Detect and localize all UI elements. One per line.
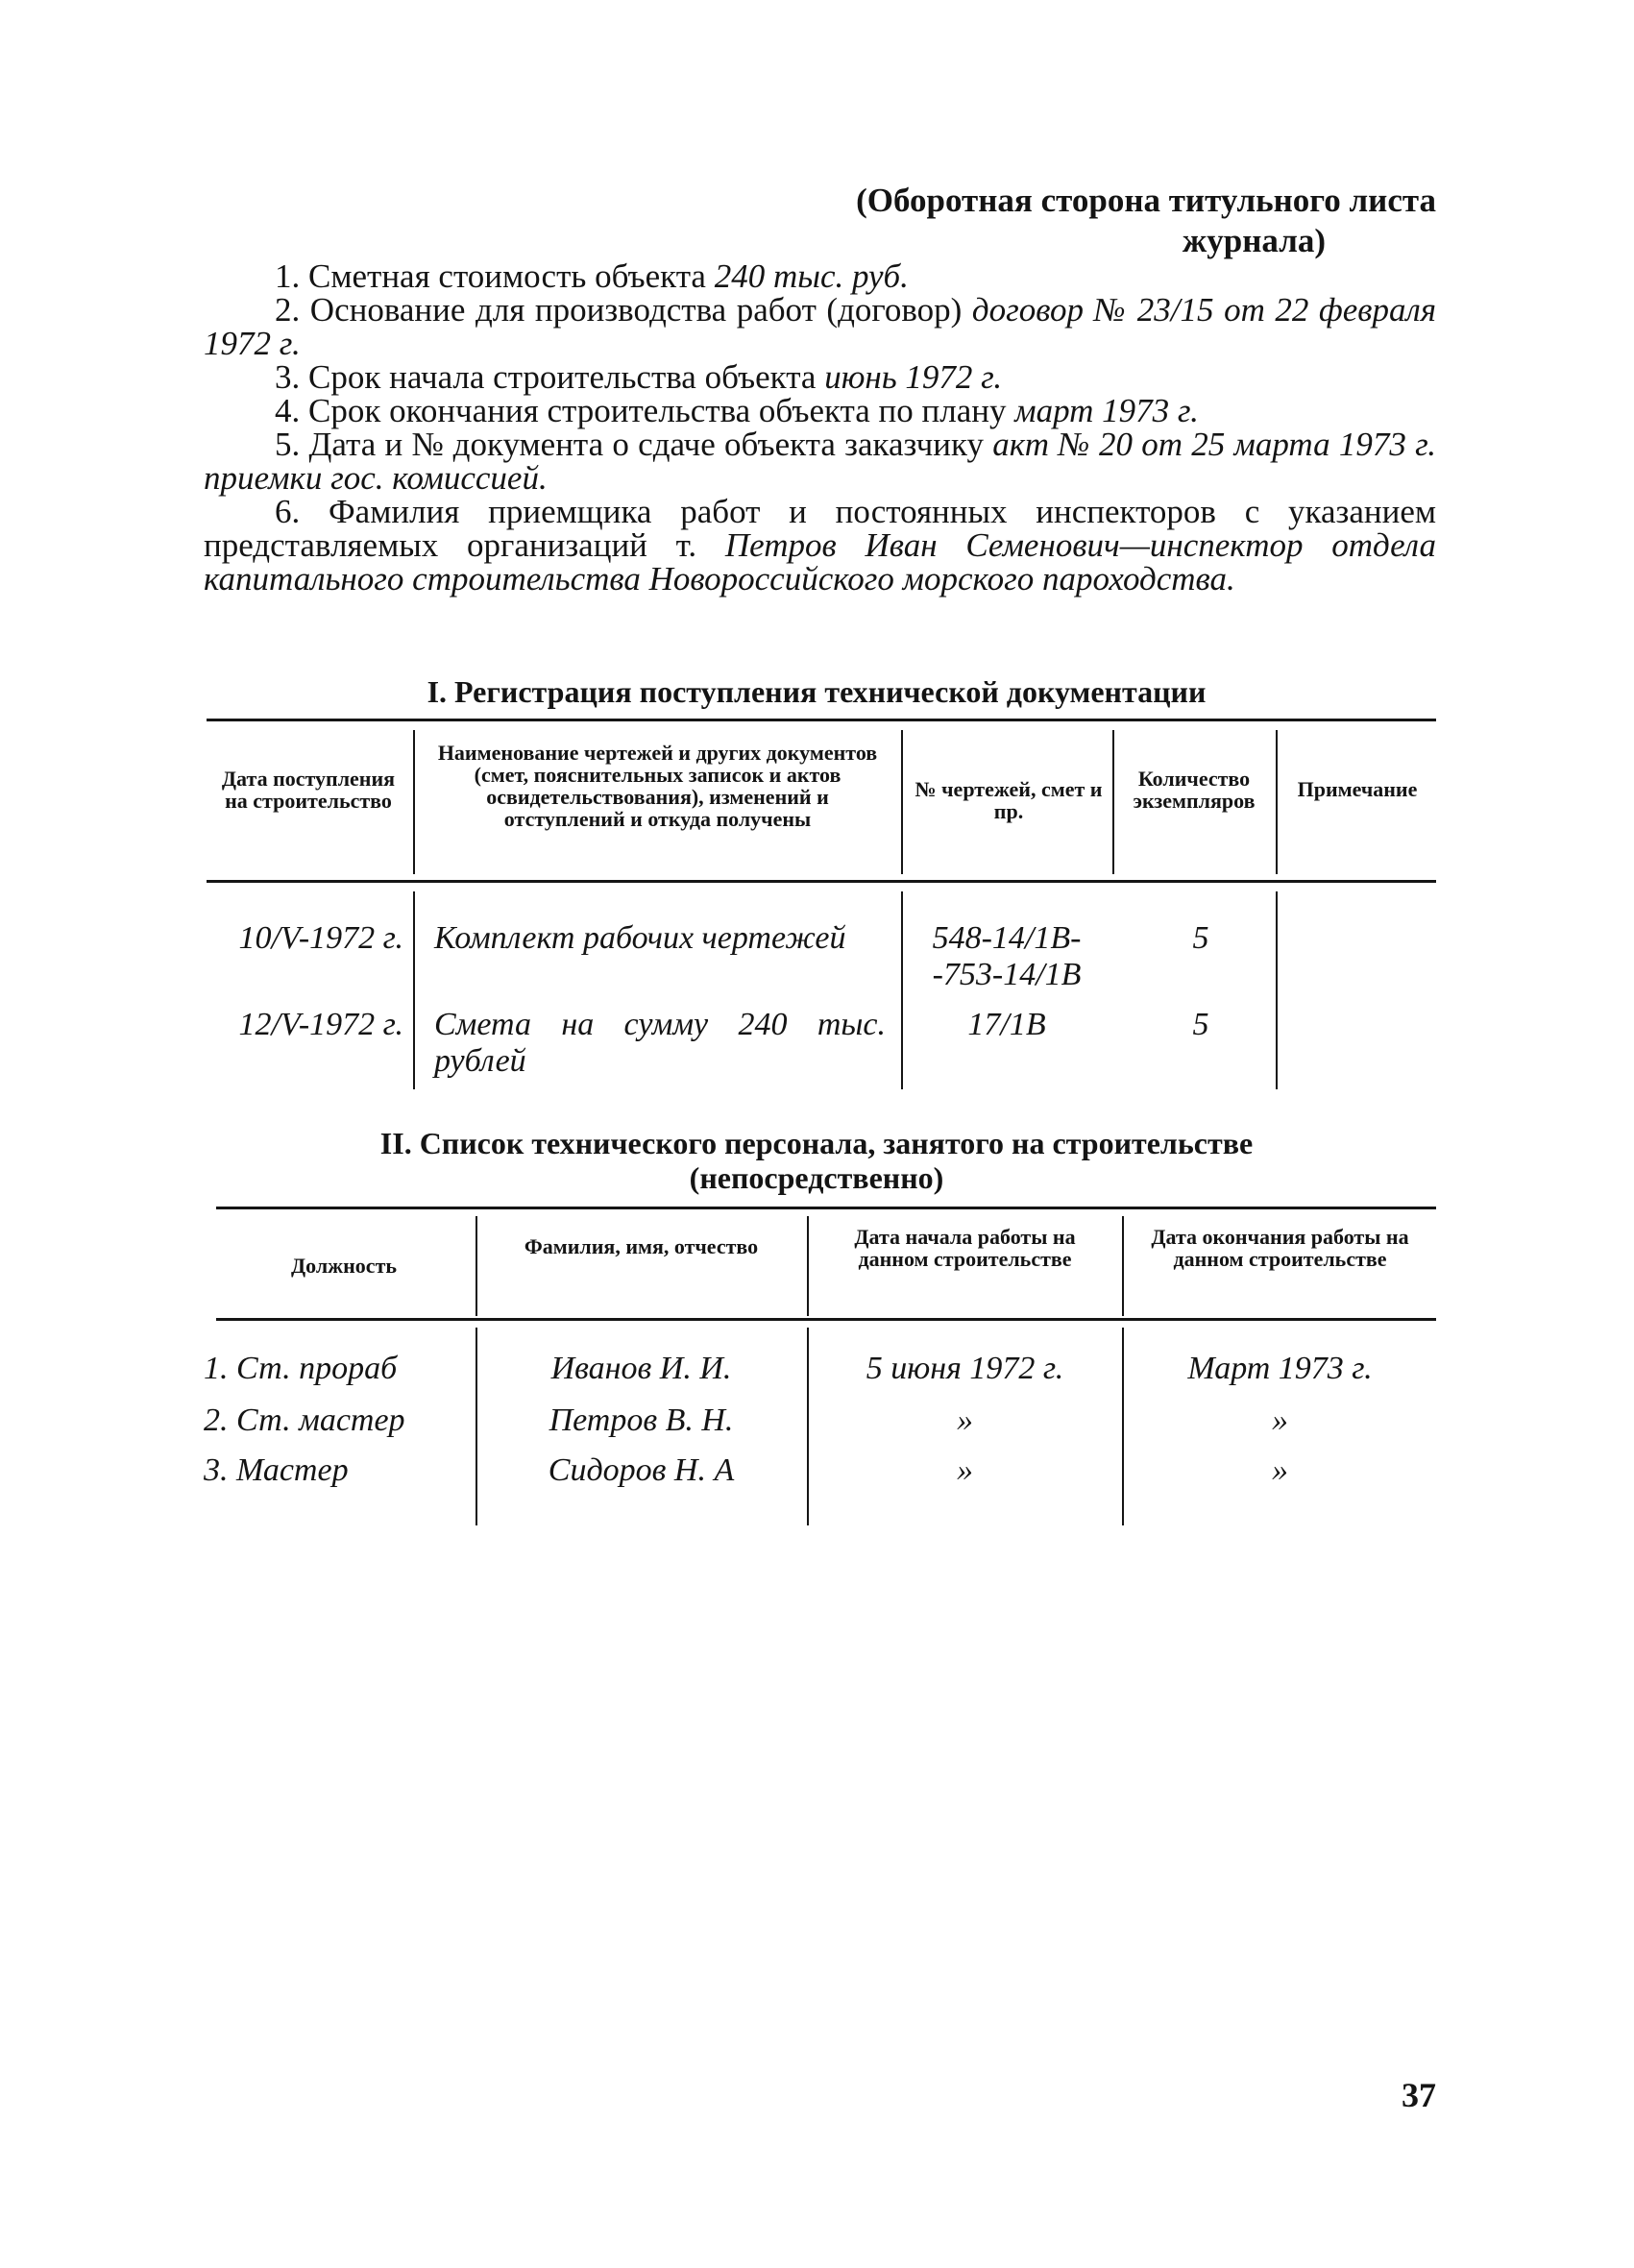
cell-position: 2. Ст. мастер	[204, 1402, 405, 1438]
cell-position: 1. Ст. прораб	[204, 1351, 398, 1386]
column-header-full-name: Фамилия, имя, отчество	[524, 1234, 759, 1258]
cell-name: Комплект рабочих чертежей	[434, 920, 846, 956]
column-header-start-date: Дата начала работы на данном строительстве	[854, 1225, 1076, 1271]
cell-end-date: Март 1973 г.	[1187, 1351, 1373, 1386]
column-header-end-date: Дата окончания работы на данном строительстве	[1151, 1225, 1409, 1271]
cell-end-date: »	[1272, 1452, 1288, 1488]
column-header-quantity: Количество экземпляров	[1133, 767, 1256, 813]
column-header-note: Примечание	[1297, 777, 1418, 801]
note-line-1: (Оборотная сторона титульного листа	[856, 182, 1436, 219]
list-item: 3. Срок начала строительства объекта июнь 1972 г.	[275, 358, 1003, 396]
column-header-name: Наименование чертежей и других документов (смет, пояснительных записок и актов освидетельствования), изменений и отступлений и откуда получены	[437, 741, 878, 831]
cell-date: 10/V-1972 г.	[238, 920, 403, 956]
list-item: 5. Дата и № документа о сдаче объекта заказчику акт № 20 от 25 марта 1973 г. приемки гос. комиссией.	[204, 426, 1437, 497]
list-item: 6. Фамилия приемщика работ и постоянных инспекторов с указанием представляемых организаций т. Петров Иван Семенович—инспектор отдела капитального строительства Новороссийского морского пароходства.	[204, 493, 1436, 597]
table-header-rule	[216, 1318, 1436, 1321]
list-item: 1. Сметная стоимость объекта 240 тыс. руб.	[275, 257, 909, 295]
cell-full-name: Петров В. Н.	[549, 1402, 734, 1438]
column-header-date: Дата поступления на строительство	[221, 767, 396, 813]
list-item: 4. Срок окончания строительства объекта по плану март 1973 г.	[275, 392, 1199, 429]
cell-end-date: »	[1272, 1402, 1288, 1438]
cell-full-name: Иванов И. И.	[550, 1351, 732, 1386]
table-top-rule	[207, 719, 1436, 721]
object-info-list	[204, 259, 1436, 596]
section-2-title	[207, 1126, 1427, 1195]
section-1-title: I. Регистрация поступления технической документации	[427, 674, 1207, 709]
cell-quantity: 5	[1192, 920, 1209, 956]
cell-name: Смета на сумму 240 тыс. рублей	[434, 1007, 886, 1079]
cell-quantity: 5	[1192, 1007, 1209, 1042]
table-top-rule	[216, 1207, 1436, 1209]
cell-start-date: 5 июня 1972 г.	[866, 1351, 1064, 1386]
list-item: 2. Основание для производства работ (договор) договор № 23/15 от 22 февраля 1972 г.	[204, 291, 1437, 362]
cell-start-date: »	[957, 1402, 973, 1438]
cell-number: 17/1В	[967, 1007, 1046, 1042]
column-header-number: № чертежей, смет и пр.	[915, 777, 1103, 823]
cell-position: 3. Мастер	[204, 1452, 349, 1488]
table-header-rule	[207, 880, 1436, 883]
cell-full-name: Сидоров Н. А	[548, 1452, 735, 1488]
title-page-reverse-note	[730, 181, 1436, 261]
column-header-position: Должность	[290, 1254, 398, 1278]
page-number: 37	[1402, 2076, 1436, 2114]
cell-date: 12/V-1972 г.	[238, 1007, 403, 1042]
section-2-title-line-2: (непосредственно)	[689, 1160, 944, 1195]
cell-start-date: »	[957, 1452, 973, 1488]
section-2-title-line-1: II. Список технического персонала, занятого на строительстве	[379, 1126, 1254, 1160]
note-line-2: журнала)	[1182, 222, 1326, 259]
cell-number: 548-14/1В- -753-14/1В	[932, 920, 1082, 992]
